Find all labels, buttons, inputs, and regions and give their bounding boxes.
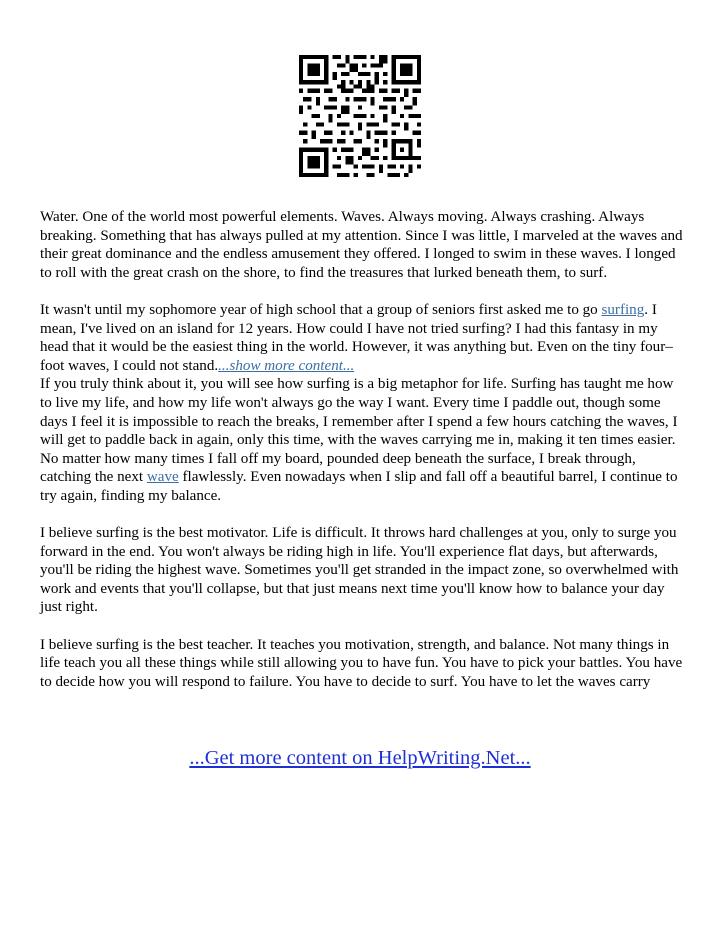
show-more-link[interactable]: ...show more content... (218, 357, 355, 374)
surfing-link[interactable]: surfing (601, 301, 645, 318)
paragraph-4: I believe surfing is the best motivator. Life is difficult. It throws hard challenges at you, only to surge you forward in the end. You won't always be riding high in life. You'll experience flat days, but afterwards, you'll be riding the highest wave. Sometimes you'll get stranded in the impact zone, so overwhelmed with work and events that you'll collapse, but that just means next time you'll know how to balance your day just right. (40, 525, 679, 616)
paragraph-2-text-before: It wasn't until my sophomore year of high school that a group of seniors first asked me to go (40, 301, 602, 318)
footer (0, 747, 720, 770)
paragraph-3-text-after: flawlessly. Even nowadays when I slip and fall off a beautiful barrel, I continue to try again, finding my balance. (40, 469, 678, 504)
get-more-content-link[interactable]: ...Get more content on HelpWriting.Net... (189, 747, 531, 769)
qr-code-icon (299, 55, 421, 177)
qr-code (299, 55, 421, 177)
article-body (40, 208, 684, 710)
wave-link[interactable]: wave (146, 469, 179, 486)
paragraph-2 (40, 301, 684, 375)
paragraph-1: Water. One of the world most powerful elements. Waves. Always moving. Always crashing. Always breaking. Something that has always pulled at my attention. Since I was little, I marveled at the waves and their great dominance and the endless amusement they offered. I longed to swim in these waves. I longed to roll with the great crash on the shore, to find the treasures that lurked beneath them, to surf. (40, 209, 683, 281)
paragraph-3 (40, 375, 684, 505)
paragraph-2-text-after: . I mean, I've lived on an island for 12 years. How could I have not tried surfing? I had this fantasy in my head that it would be the easiest thing in the world. However, it was anything but. Even on the tiny four–foot waves, I could not stand. (40, 301, 673, 374)
paragraph-3-text-before: If you truly think about it, you will see how surfing is a big metaphor for life. Surfing has taught me how to live my life, and how my life won't always go the way I want. Every time I paddle out, though some days I feel it is impossible to reach the breaks, I remember after I spend a few hours catching the waves, I will get to paddle back in again, only this time, with the waves carrying me in, making it ten times easier. No matter how many times I fall off my board, pounded deep beneath the surface, I break through, catching the next (40, 376, 678, 486)
paragraph-5: I believe surfing is the best teacher. It teaches you motivation, strength, and balance. Not many things in life teach you all these things while still allowing you to have fun. You have to pick your battles. You have to decide how you will respond to failure. You have to decide to surf. You have to let the waves carry (40, 636, 683, 690)
